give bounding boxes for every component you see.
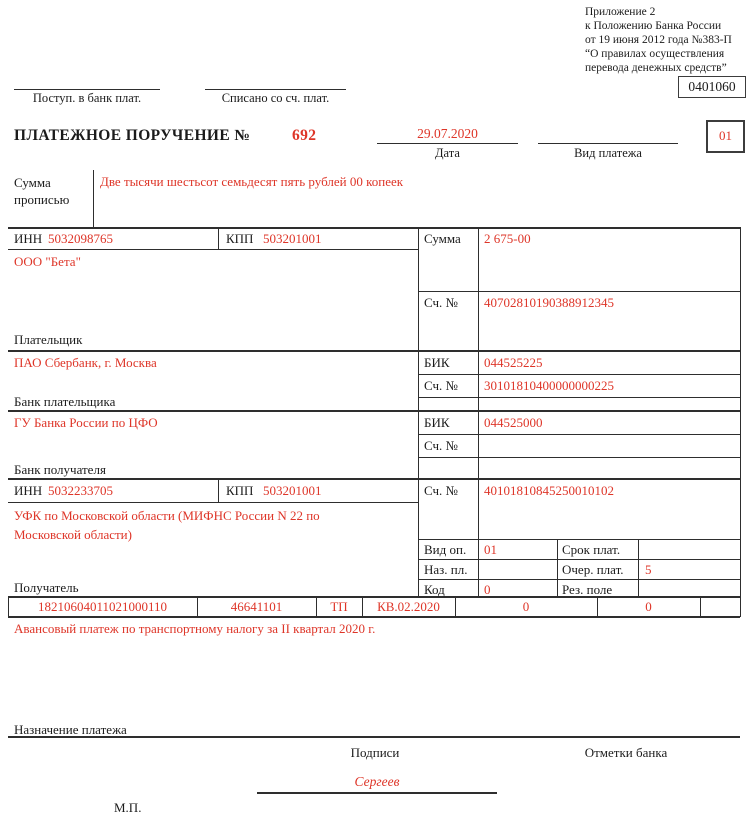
payer-inn-value: 5032098765 <box>48 231 113 246</box>
payment-purpose-text: Авансовый платеж по транспортному налогу за II квартал 2020 г. <box>14 621 376 636</box>
op-kind-value: 01 <box>484 542 497 557</box>
payment-purpose-code-label: Наз. пл. <box>424 562 468 577</box>
debited-line <box>205 89 346 90</box>
payer-bank-account-value: 30101810400000000225 <box>484 378 614 393</box>
grid-line <box>418 579 740 580</box>
date-underline <box>377 143 518 144</box>
tax-field-basis: ТП <box>330 599 348 614</box>
payee-inn-label: ИНН <box>14 483 43 498</box>
payee-kpp-label: КПП <box>226 483 254 498</box>
appendix-note-line: “О правилах осуществления <box>585 48 725 60</box>
payer-account-label: Сч. № <box>424 295 458 310</box>
tax-field-number: 0 <box>522 599 530 614</box>
grid-line <box>8 616 740 618</box>
payment-purpose-label: Назначение платежа <box>14 722 127 737</box>
amount-value: 2 675-00 <box>484 231 531 246</box>
payee-account-label: Сч. № <box>424 483 458 498</box>
form-title: ПЛАТЕЖНОЕ ПОРУЧЕНИЕ № <box>14 127 251 144</box>
priority-value: 5 <box>645 562 652 577</box>
payer-bank-account-label: Сч. № <box>424 378 458 393</box>
grid-line <box>93 170 94 228</box>
payer-inn-label: ИНН <box>14 231 43 246</box>
priority-label: Очер. плат. <box>562 562 624 577</box>
payer-bank-bik-value: 044525225 <box>484 355 543 370</box>
payee-account-value: 40101810845250010102 <box>484 483 614 498</box>
payer-kpp-value: 503201001 <box>263 231 322 246</box>
payer-bank-name: ПАО Сбербанк, г. Москва <box>14 355 157 370</box>
signature-line <box>257 792 497 794</box>
payee-section-label: Получатель <box>14 580 79 595</box>
grid-line <box>638 539 639 597</box>
payee-inn-value: 5032233705 <box>48 483 113 498</box>
payee-bank-account-label: Сч. № <box>424 438 458 453</box>
grid-line <box>418 559 740 560</box>
amount-label: Сумма <box>424 231 461 246</box>
reserve-field-label: Рез. поле <box>562 582 613 597</box>
code-label: Код <box>424 582 445 597</box>
amount-in-words-value: Две тысячи шестьсот семьдесят пять рублей 00 копеек <box>100 174 404 189</box>
received-at-bank-label: Поступ. в банк плат. <box>32 91 142 105</box>
date-label: Дата <box>435 146 460 160</box>
payment-date: 29.07.2020 <box>417 126 478 141</box>
payee-kpp-value: 503201001 <box>263 483 322 498</box>
payer-bank-section-label: Банк плательщика <box>14 394 116 409</box>
tax-field-kbk: 18210604011021000110 <box>37 599 168 614</box>
grid-line <box>418 434 740 435</box>
grid-line <box>8 410 740 412</box>
debited-from-account-label: Списано со сч. плат. <box>221 91 330 105</box>
payer-section-label: Плательщик <box>14 332 83 347</box>
grid-line <box>8 502 418 503</box>
bank-marks-label: Отметки банка <box>584 745 668 760</box>
op-kind-label: Вид оп. <box>424 542 467 557</box>
grid-line <box>8 249 418 250</box>
grid-line <box>418 397 740 398</box>
grid-line <box>218 478 219 503</box>
grid-line <box>418 457 740 458</box>
grid-line <box>418 374 740 375</box>
grid-line <box>8 596 740 598</box>
grid-line <box>418 539 740 540</box>
signatures-label: Подписи <box>350 745 400 760</box>
appendix-note-line: от 19 июня 2012 года №383-П <box>585 34 732 46</box>
payer-bank-bik-label: БИК <box>424 355 450 370</box>
appendix-note <box>585 5 747 75</box>
status-code-box: 01 <box>706 120 745 153</box>
appendix-note-line: к Положению Банка России <box>585 20 722 32</box>
payee-bank-name: ГУ Банка России по ЦФО <box>14 415 158 430</box>
payment-number: 692 <box>292 127 317 144</box>
payee-bank-bik-value: 044525000 <box>484 415 543 430</box>
payee-name: УФК по Московской области (МИФНС России N 22 по Московской области) <box>14 508 320 542</box>
payment-type-label: Вид платежа <box>574 146 642 160</box>
amount-in-words-label: Сумма прописью <box>14 175 70 207</box>
tax-field-period: КВ.02.2020 <box>377 599 440 614</box>
grid-line <box>478 227 479 597</box>
appendix-note-line: перевода денежных средств” <box>585 62 727 74</box>
grid-line <box>8 227 740 229</box>
tax-field-date: 0 <box>645 599 652 614</box>
grid-line <box>740 227 741 617</box>
payer-name: ООО "Бета" <box>14 254 81 269</box>
stamp-label: М.П. <box>114 800 142 815</box>
payee-bank-bik-label: БИК <box>424 415 450 430</box>
tax-field-oktmo: 46641101 <box>230 599 283 614</box>
payee-bank-section-label: Банк получателя <box>14 462 106 477</box>
due-date-label: Срок плат. <box>562 542 621 557</box>
payer-kpp-label: КПП <box>226 231 254 246</box>
grid-line <box>418 227 419 597</box>
payer-account-value: 40702810190388912345 <box>484 295 614 310</box>
signature-value: Сергеев <box>354 774 400 789</box>
payment-type-underline <box>538 143 678 144</box>
grid-line <box>557 539 558 597</box>
grid-line <box>8 478 740 480</box>
grid-line <box>218 227 219 250</box>
grid-line <box>8 350 740 352</box>
code-value: 0 <box>484 582 491 597</box>
form-code-box: 0401060 <box>678 76 746 98</box>
appendix-note-line: Приложение 2 <box>585 6 656 18</box>
grid-line <box>700 598 701 616</box>
received-line <box>14 89 160 90</box>
grid-line <box>418 291 740 292</box>
